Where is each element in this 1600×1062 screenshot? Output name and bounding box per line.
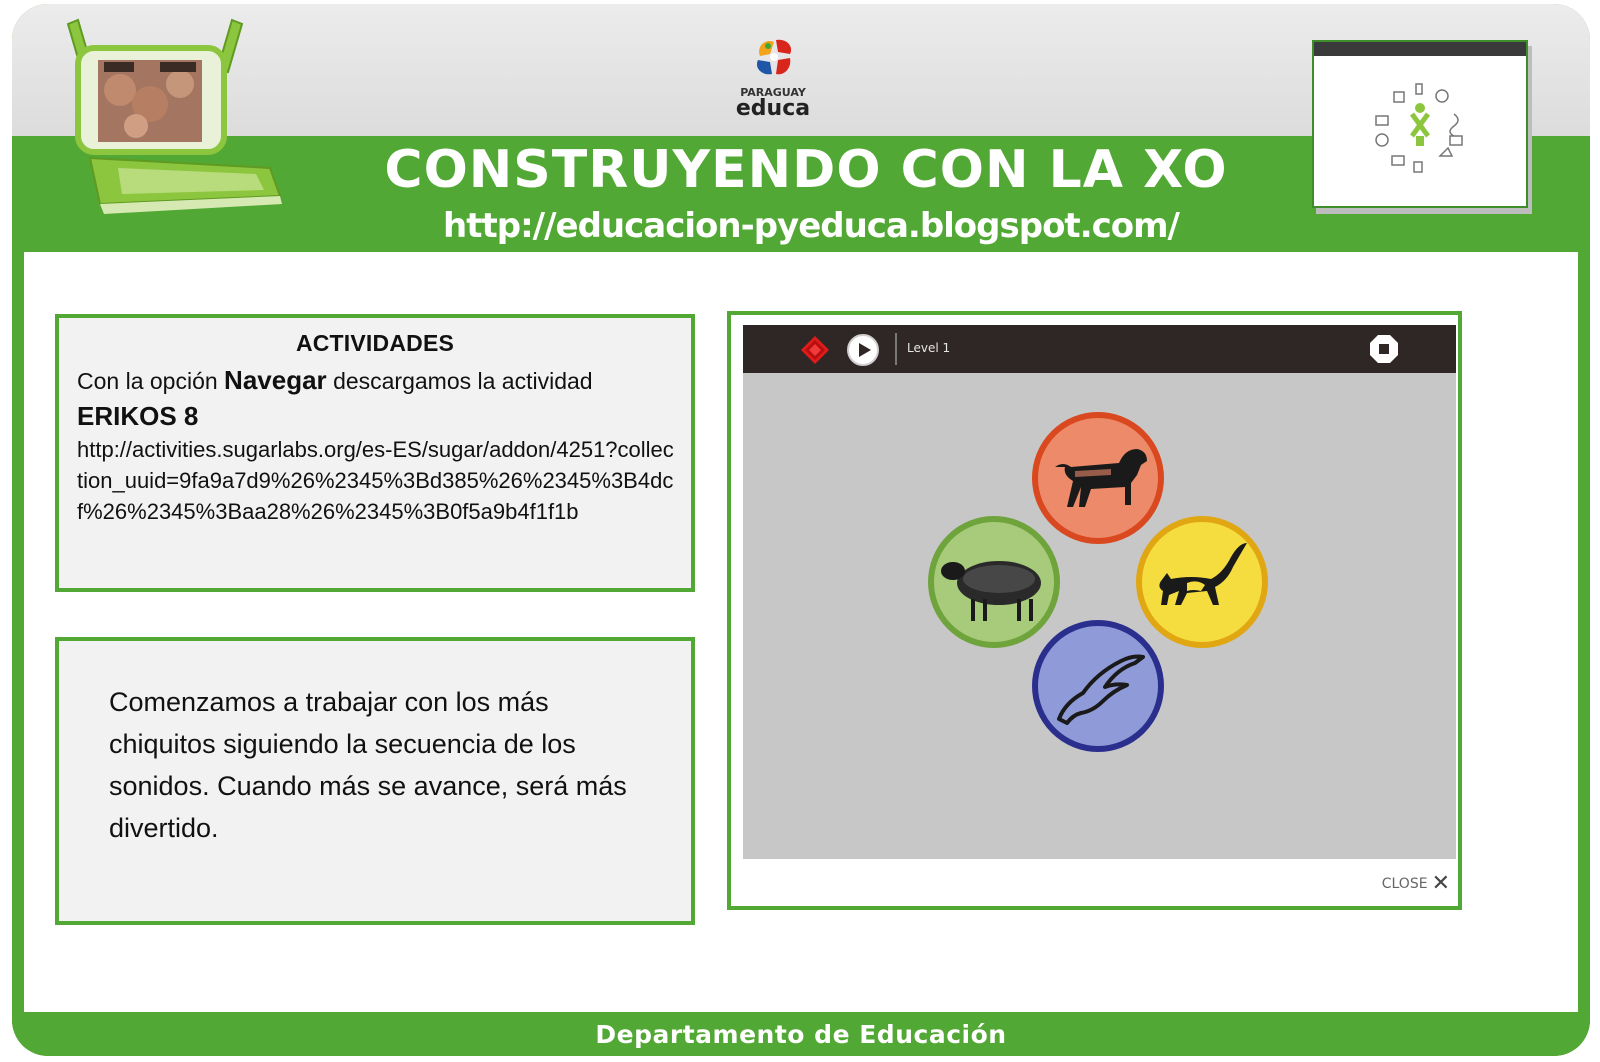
logo-top-text: PARAGUAY [740, 86, 806, 99]
intro-bold-option: Navegar [224, 365, 327, 395]
activity-diamond-icon[interactable] [801, 336, 829, 364]
paraguay-educa-logo [728, 34, 818, 120]
intro-prefix: Con la opción [77, 368, 218, 394]
logo-bottom-text: educa [735, 96, 811, 121]
stop-icon[interactable] [1369, 334, 1399, 364]
activity-name: ERIKOS 8 [77, 401, 199, 431]
play-icon[interactable] [846, 333, 880, 367]
game-area [743, 373, 1456, 859]
footer-bar [12, 1012, 1590, 1056]
description-box [55, 637, 695, 925]
activity-screenshot [727, 311, 1462, 910]
close-label: CLOSE [1381, 876, 1428, 892]
blog-url-link[interactable]: http://educacion-pyeduca.blogspot.com/ [443, 206, 1179, 246]
bird-icon [1031, 619, 1165, 753]
page-title: CONSTRUYENDO CON LA XO [384, 140, 1228, 200]
thumbnail-toolbar [1314, 42, 1526, 56]
activities-box [55, 314, 695, 592]
activities-heading: ACTIVIDADES [295, 330, 455, 356]
activity-download-link[interactable]: http://activities.sugarlabs.org/es-ES/sugar/addon/4251?collection_uuid=9fa9a7d9%26%2345%3Bd385%26%2345%3B4dcf%26%2345%3Baa28%26%2345%3B0f5a9b4f1f1b [77, 437, 674, 524]
activities-intro [77, 363, 673, 398]
close-button[interactable] [1381, 871, 1450, 896]
sugar-home-thumbnail [1312, 40, 1528, 208]
description-text: Comenzamos a trabajar con los más chiquitos siguiendo la secuencia de los sonidos. Cuando más se avance, será más divertido. [109, 687, 627, 843]
close-icon: ✕ [1431, 871, 1450, 896]
activity-toolbar [743, 325, 1456, 373]
footer-text: Departamento de Educación [595, 1019, 1007, 1049]
toolbar-separator [895, 333, 897, 365]
intro-suffix: descargamos la actividad [333, 368, 593, 394]
bird-sound-button[interactable] [1031, 619, 1165, 753]
level-label: Level 1 [907, 341, 951, 355]
activity-ring-icon [1314, 56, 1526, 206]
logo-mark-icon [748, 34, 798, 80]
